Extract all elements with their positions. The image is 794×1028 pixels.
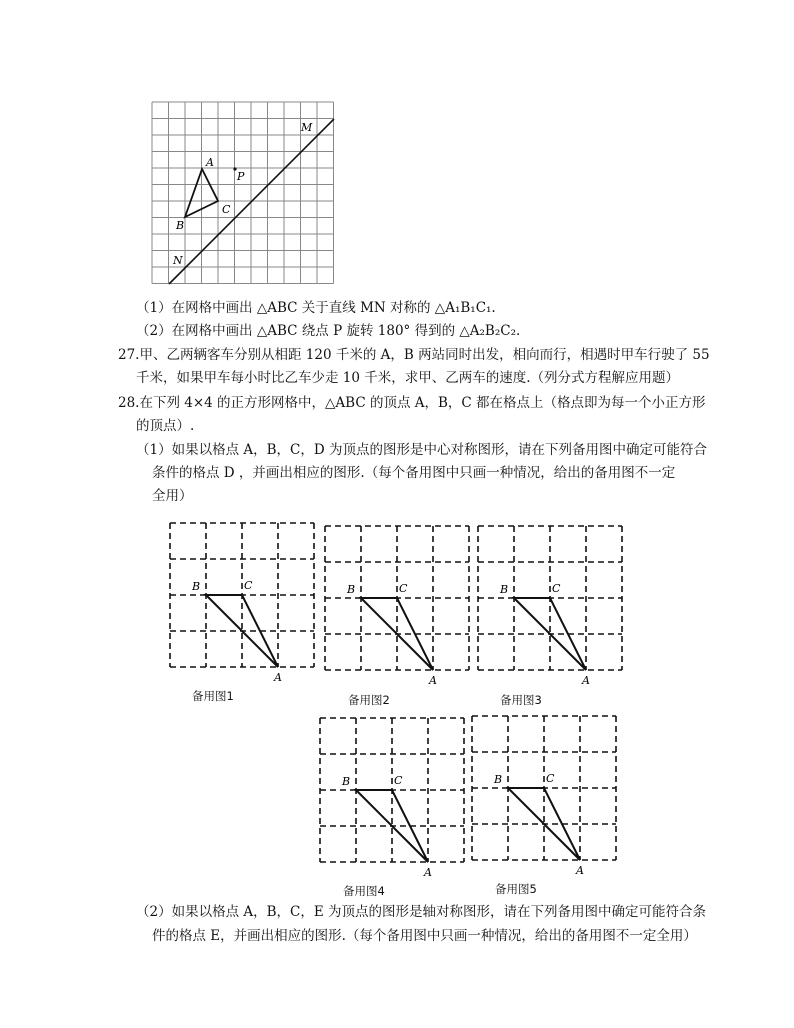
spare-label-a: A xyxy=(582,674,590,687)
spare-grid-4 xyxy=(308,716,476,884)
spare-label-c: C xyxy=(546,772,555,785)
q28-part2-line1: （2）如果以格点 A，B，C，E 为顶点的图形是轴对称图形，请在下列备用图中确定可能符合条 xyxy=(136,904,707,920)
q28-part1-line3: 全用） xyxy=(152,488,193,504)
grid-figure xyxy=(150,100,340,288)
q28-line2: 的顶点）. xyxy=(136,418,195,434)
spare-label-a: A xyxy=(424,866,432,879)
spare-label-b: B xyxy=(192,580,201,593)
spare-grid-3 xyxy=(466,524,634,692)
label-n: N xyxy=(173,254,183,267)
q28-part1-line2: 条件的格点 D ，并画出相应的图形.（每个备用图中只画一种情况，给出的备用图不一定 xyxy=(152,465,676,481)
q26-part1: （1）在网格中画出 △ABC 关于直线 MN 对称的 △A₁B₁C₁. xyxy=(136,300,496,316)
q27-line1: 27.甲、乙两辆客车分别从相距 120 千米的 A，B 两站同时出发，相向而行，相遇时甲车行驶了 55 xyxy=(118,347,710,363)
spare-label-a: A xyxy=(429,674,437,687)
spare-label-b: B xyxy=(494,773,503,786)
spare-label-a: A xyxy=(576,864,584,877)
spare-caption-3: 备用图3 xyxy=(500,693,542,707)
q28-part2-line2: 件的格点 E，并画出相应的图形.（每个备用图中只画一种情况，给出的备用图不一定全用） xyxy=(152,928,697,944)
spare-caption-5: 备用图5 xyxy=(495,882,537,896)
spare-label-b: B xyxy=(500,583,509,596)
label-p: P xyxy=(237,170,245,183)
spare-caption-1: 备用图1 xyxy=(192,689,234,703)
spare-grid-5 xyxy=(460,714,628,882)
spare-grid-1 xyxy=(158,521,326,689)
spare-label-c: C xyxy=(552,582,561,595)
label-m: M xyxy=(301,121,313,134)
label-b: B xyxy=(176,219,185,232)
q26-part2: （2）在网格中画出 △ABC 绕点 P 旋转 180° 得到的 △A₂B₂C₂. xyxy=(136,323,521,339)
q27-line2: 千米，如果甲车每小时比乙车少走 10 千米，求甲、乙两车的速度.（列分式方程解应用题） xyxy=(136,370,680,386)
spare-label-b: B xyxy=(342,775,351,788)
spare-label-a: A xyxy=(274,671,282,684)
spare-label-c: C xyxy=(399,582,408,595)
spare-grid-2 xyxy=(313,524,481,692)
q28-line1: 28.在下列 4×4 的正方形网格中，△ABC 的顶点 A，B，C 都在格点上（格点即为每一个小正方形 xyxy=(118,395,706,411)
label-a: A xyxy=(206,156,214,169)
spare-label-b: B xyxy=(347,583,356,596)
spare-caption-4: 备用图4 xyxy=(343,884,385,898)
spare-label-c: C xyxy=(394,774,403,787)
spare-label-c: C xyxy=(244,579,253,592)
spare-caption-2: 备用图2 xyxy=(348,693,390,707)
q28-part1-line1: （1）如果以格点 A，B，C，D 为顶点的图形是中心对称图形，请在下列备用图中确定可能符合 xyxy=(136,442,707,458)
label-c: C xyxy=(222,203,231,216)
